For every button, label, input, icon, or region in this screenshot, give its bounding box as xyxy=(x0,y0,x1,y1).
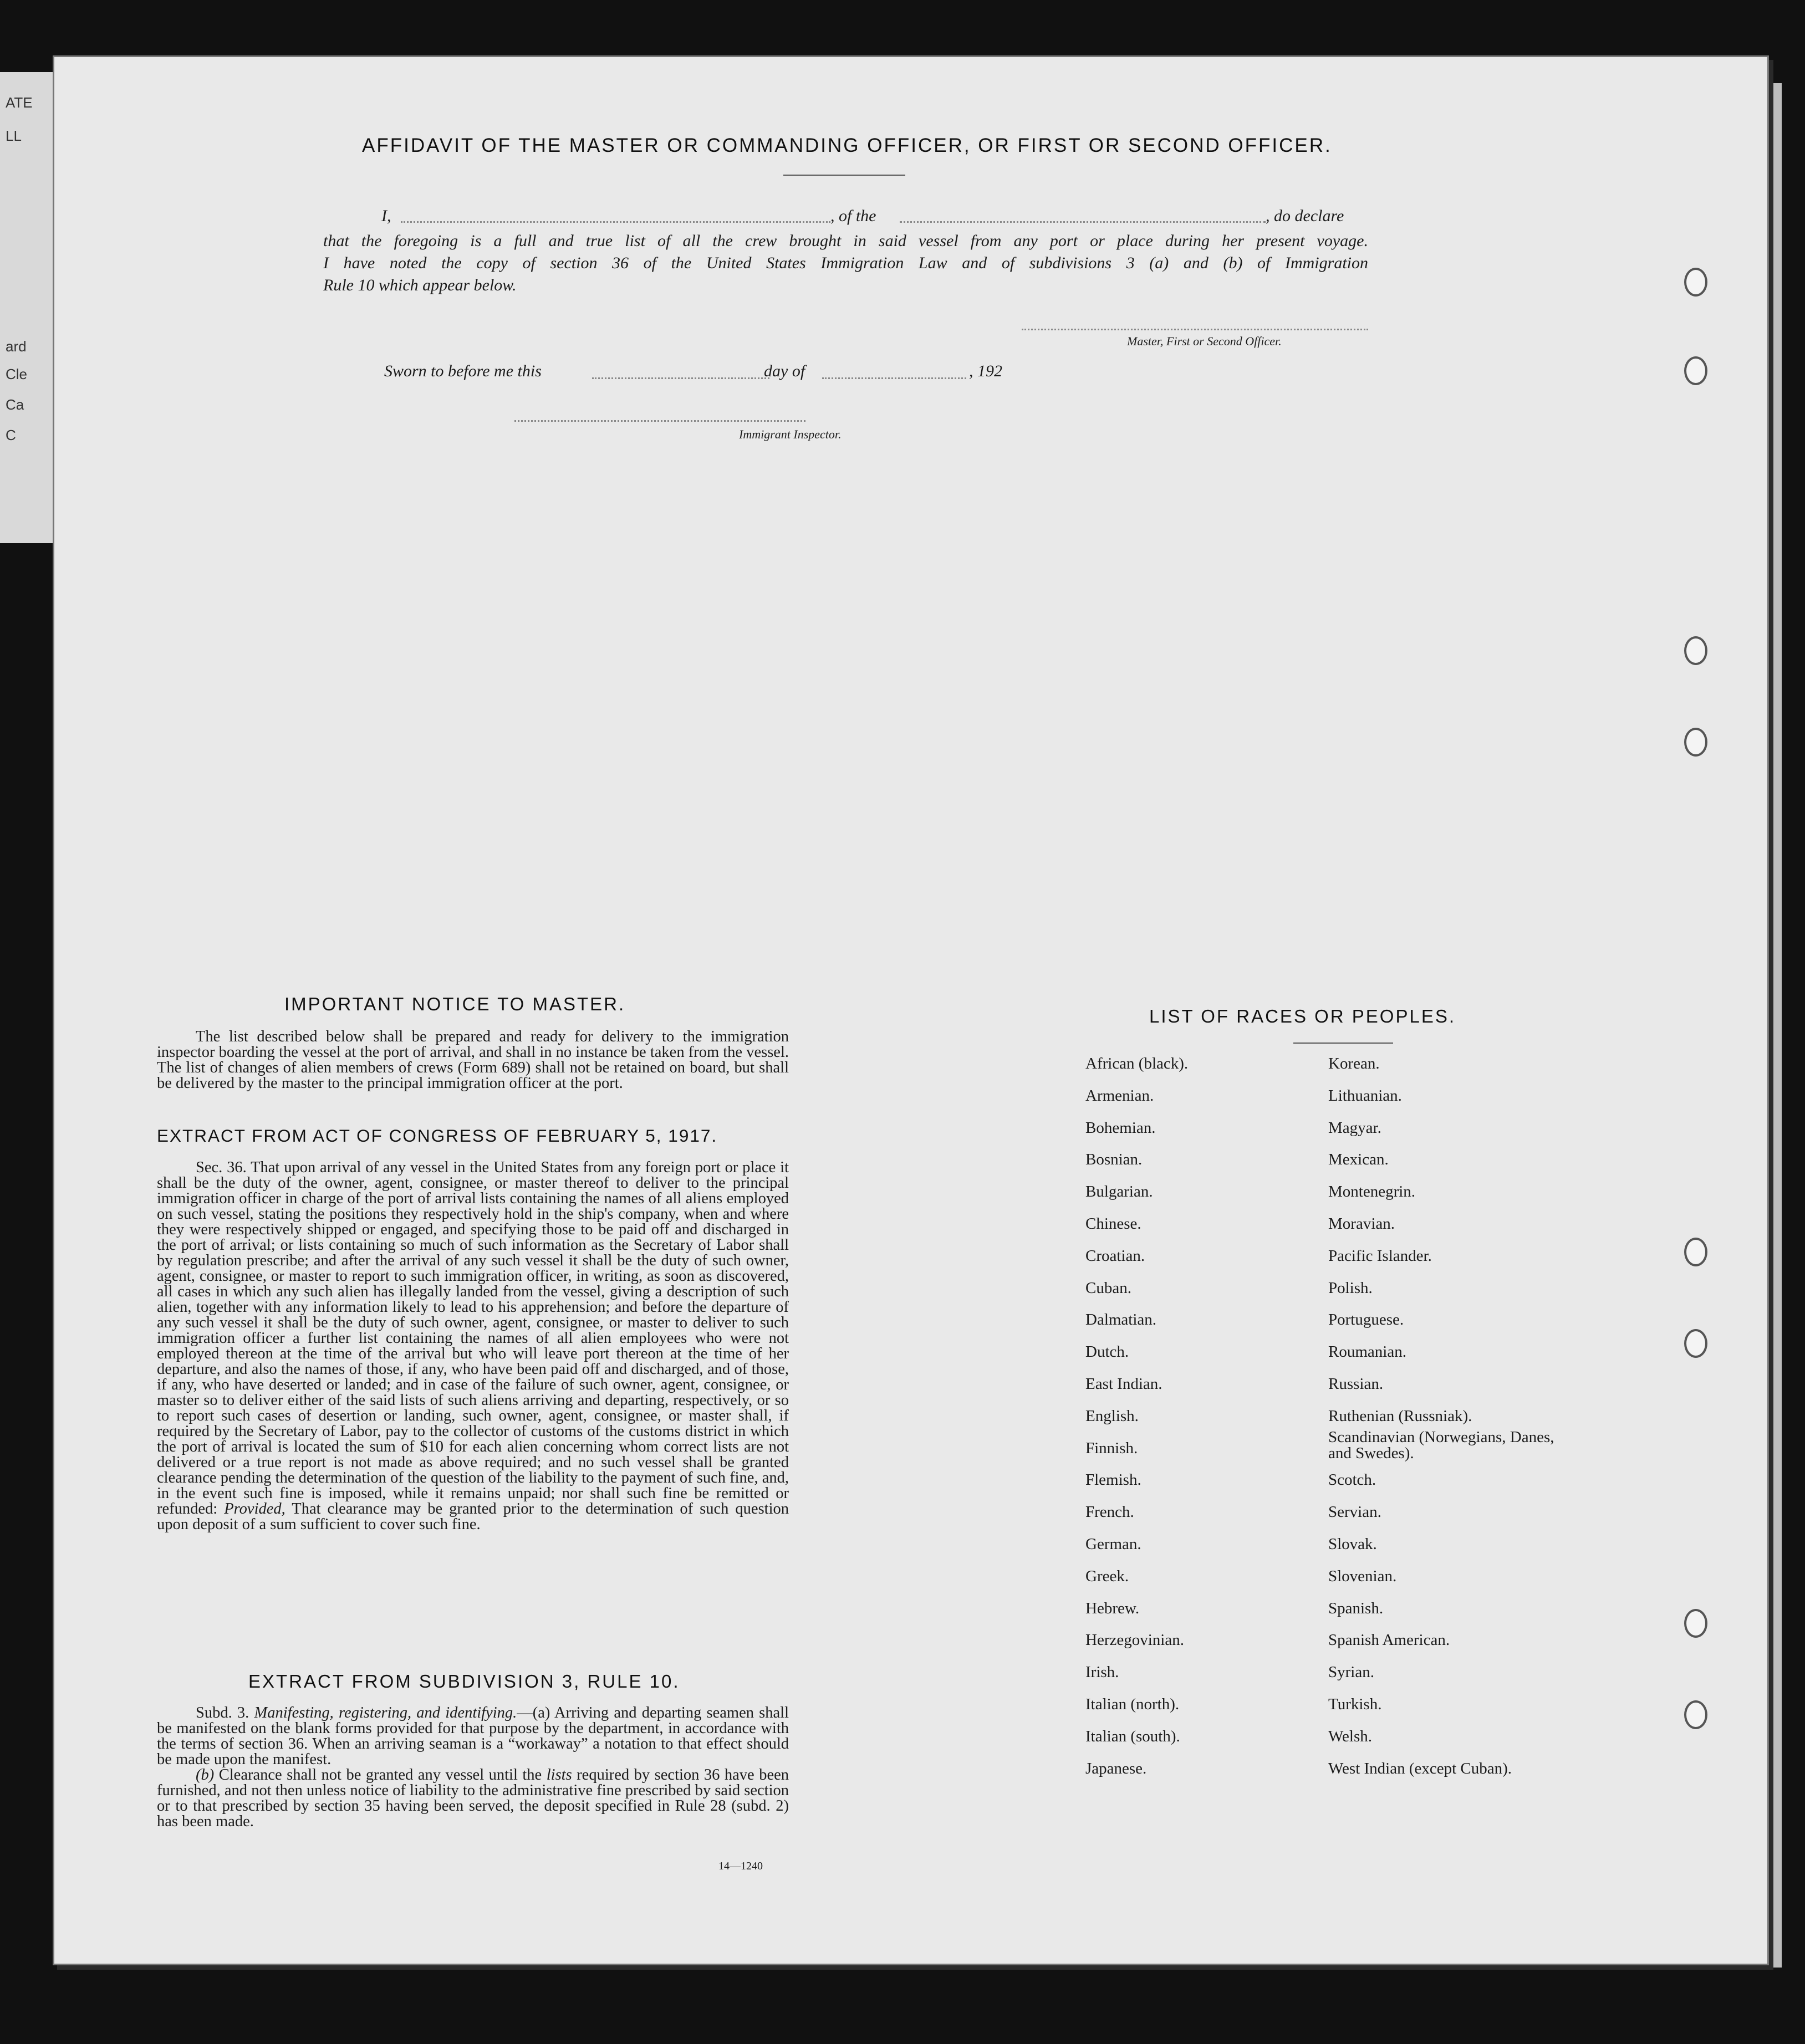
notice-text: The list described below shall be prepared and ready for delivery to the immigration inspector boarding the vessel at the port of arrival, and shall in no instance be taken from the vessel. The list of changes of alien members of crews (Form 689) shall not be retained on board, but shall be delivered by the master to the principal immigration officer at the port. xyxy=(157,1028,789,1092)
edge-fragment: C xyxy=(6,427,16,443)
race-item: Portuguese. xyxy=(1328,1311,1404,1329)
extract2-text: Subd. 3. Manifesting, registering, and identifying.—(a) Arriving and departing seamen shall be manifested on the blank forms provided for that purpose by the department, in accordance with the terms of section 36. When an arriving seaman is a “workaway” a notation to that effect should be made upon the manifest. (b) Clearance shall not be granted any vessel until the lists required by section 36 have been furnished, and not then unless notice of liability to the administrative fine prescribed by said section or to that prescribed by section 35 having been served, the deposit specified in Rule 28 (subd. 2) has been made. xyxy=(157,1704,789,1830)
binder-hole xyxy=(1684,1238,1707,1266)
sworn-label: Sworn to before me this xyxy=(384,362,542,380)
race-item: Chinese. xyxy=(1085,1215,1141,1233)
affidavit-title: AFFIDAVIT OF THE MASTER OR COMMANDING OFFICER, OR FIRST OR SECOND OFFICER. xyxy=(362,135,1332,156)
vessel-blank[interactable] xyxy=(900,221,1266,223)
edge-fragment: Cle xyxy=(6,366,28,382)
form-number: 14—1240 xyxy=(718,1860,763,1872)
edge-fragment: Ca xyxy=(6,396,24,413)
race-item: Dutch. xyxy=(1085,1343,1129,1361)
title-rule xyxy=(783,175,905,176)
race-item: French. xyxy=(1085,1503,1134,1521)
edge-fragment: ATE xyxy=(6,94,33,111)
binder-hole xyxy=(1684,1609,1707,1638)
race-item: Scandinavian (Norwegians, Danes, and Swedes). xyxy=(1328,1428,1554,1462)
race-item: Montenegrin. xyxy=(1328,1183,1416,1201)
races-title: LIST OF RACES OR PEOPLES. xyxy=(1149,1006,1456,1026)
race-item: Japanese. xyxy=(1085,1759,1147,1777)
race-item: Hebrew. xyxy=(1085,1599,1140,1617)
race-item: Roumanian. xyxy=(1328,1343,1406,1361)
name-blank[interactable] xyxy=(401,221,830,223)
race-item: Slovak. xyxy=(1328,1535,1377,1553)
race-item: Russian. xyxy=(1328,1375,1384,1393)
race-item: Bulgarian. xyxy=(1085,1183,1153,1201)
inspector-label: Immigrant Inspector. xyxy=(739,427,842,441)
edge-fragment: ard xyxy=(6,338,27,355)
race-item: Bosnian. xyxy=(1085,1151,1143,1169)
day-of-label: day of xyxy=(764,362,805,380)
inspector-blank[interactable] xyxy=(514,420,805,422)
form-page xyxy=(53,55,1769,1965)
race-item: Finnish. xyxy=(1085,1439,1138,1457)
binder-hole xyxy=(1684,636,1707,665)
binder-hole xyxy=(1684,728,1707,757)
extract2-title: EXTRACT FROM SUBDIVISION 3, RULE 10. xyxy=(248,1671,680,1692)
race-item: Italian (south). xyxy=(1085,1727,1180,1745)
binder-hole xyxy=(1684,1700,1707,1729)
notice-title: IMPORTANT NOTICE TO MASTER. xyxy=(284,994,626,1014)
race-item: Scotch. xyxy=(1328,1471,1376,1489)
race-item: Cuban. xyxy=(1085,1279,1131,1297)
race-item: East Indian. xyxy=(1085,1375,1162,1393)
race-item: Dalmatian. xyxy=(1085,1311,1157,1329)
race-item: Italian (north). xyxy=(1085,1695,1180,1713)
race-item: Spanish. xyxy=(1328,1599,1384,1617)
race-item: Irish. xyxy=(1085,1663,1119,1682)
race-item: African (black). xyxy=(1085,1055,1189,1072)
signature-blank[interactable] xyxy=(1022,329,1368,330)
race-item: Moravian. xyxy=(1328,1215,1395,1233)
races-rule xyxy=(1293,1043,1393,1044)
year-label: , 192 xyxy=(969,362,1002,380)
affidavit-line: I have noted the copy of section 36 of the United States Immigration Law and of subdivisions 3 (a) and (b) of Immigration xyxy=(323,254,1368,272)
race-item: Turkish. xyxy=(1328,1695,1382,1713)
edge-fragment: LL xyxy=(6,127,22,144)
race-item: Syrian. xyxy=(1328,1663,1374,1682)
race-item: Bohemian. xyxy=(1085,1118,1156,1137)
race-item: Slovenian. xyxy=(1328,1567,1397,1585)
race-item: Greek. xyxy=(1085,1567,1129,1585)
extract1-text: Sec. 36. That upon arrival of any vessel in the United States from any foreign port or place it shall be the duty of the owner, agent, consignee, or master thereof to deliver to the principal immigration officer in charge of the port of arrival lists containing the names of all aliens employed on such vessel, stating the positions they respectively hold in the ship's company, when and where they were respectively shipped or engaged, and specifying those to be paid off and discharged in the port of arrival; or lists containing so much of such information as the Secretary of Labor shall by regulation prescribe; and after the arrival of any such vessel it shall be the duty of such owner, agent, consignee, or master to report to such immigration officer, in writing, as soon as discovered, all cases in which any such alien has illegally landed from the vessel, giving a description of such alien, together with any information likely to lead to his apprehension; and before the departure of any such vessel it shall be the duty of such owner, agent, consignee, or master to deliver to such immigration officer a further list containing the names of all alien employees who were not employed thereon at the time of the arrival but who will leave port thereon at the time of her departure, and also the names of those, if any, who have been paid off and discharged, and of those, if any, who have deserted or landed; and in case of the failure of such owner, agent, consignee, or master so to deliver either of the said lists of such aliens arriving and departing, respectively, or so to report such cases of desertion or landing, such owner, agent, consignee, or master shall, if required by the Secretary of Labor, pay to the collector of customs of the customs district in which the port of arrival is located the sum of $10 for each alien concerning whom correct lists are not delivered or a true report is not made as above required; and no such vessel shall be granted clearance pending the determination of the question of the liability to the payment of such fine, and, in the event such fine is imposed, while it remains unpaid; nor shall such fine be remitted or refunded: Provided, That clearance may be granted prior to the determination of such question upon deposit of a sum sufficient to cover such fine. xyxy=(157,1159,789,1533)
race-item: Korean. xyxy=(1328,1055,1380,1072)
binder-hole xyxy=(1684,1329,1707,1358)
day-blank[interactable] xyxy=(592,377,769,379)
race-item: Flemish. xyxy=(1085,1471,1141,1489)
signature-label: Master, First or Second Officer. xyxy=(1127,334,1282,348)
extract1-title: EXTRACT FROM ACT OF CONGRESS OF FEBRUARY 5, 1917. xyxy=(157,1126,718,1146)
affidavit-line: Rule 10 which appear below. xyxy=(323,276,517,294)
affidavit-of-the-label: , of the xyxy=(830,207,876,225)
race-item: Polish. xyxy=(1328,1279,1373,1297)
race-item: Magyar. xyxy=(1328,1118,1381,1137)
race-item: Armenian. xyxy=(1085,1086,1154,1105)
affidavit-line: that the foregoing is a full and true list of all the crew brought in said vessel from any port or place during her present voyage. xyxy=(323,232,1368,250)
race-item: Herzegovinian. xyxy=(1085,1631,1184,1649)
race-item: Welsh. xyxy=(1328,1727,1373,1745)
binder-hole xyxy=(1684,356,1707,385)
race-item: English. xyxy=(1085,1407,1139,1425)
race-item: Pacific Islander. xyxy=(1328,1246,1432,1265)
race-item: Servian. xyxy=(1328,1503,1381,1521)
race-item: Ruthenian (Russniak). xyxy=(1328,1407,1472,1425)
affidavit-i-label: I, xyxy=(381,207,391,225)
binder-hole xyxy=(1684,268,1707,297)
affidavit-do-declare: , do declare xyxy=(1266,207,1344,225)
month-blank[interactable] xyxy=(822,377,966,379)
race-item: West Indian (except Cuban). xyxy=(1328,1759,1512,1777)
race-item: Spanish American. xyxy=(1328,1631,1450,1649)
race-item: Croatian. xyxy=(1085,1246,1145,1265)
race-item: German. xyxy=(1085,1535,1141,1553)
race-item: Mexican. xyxy=(1328,1151,1389,1169)
race-item: Lithuanian. xyxy=(1328,1086,1402,1105)
